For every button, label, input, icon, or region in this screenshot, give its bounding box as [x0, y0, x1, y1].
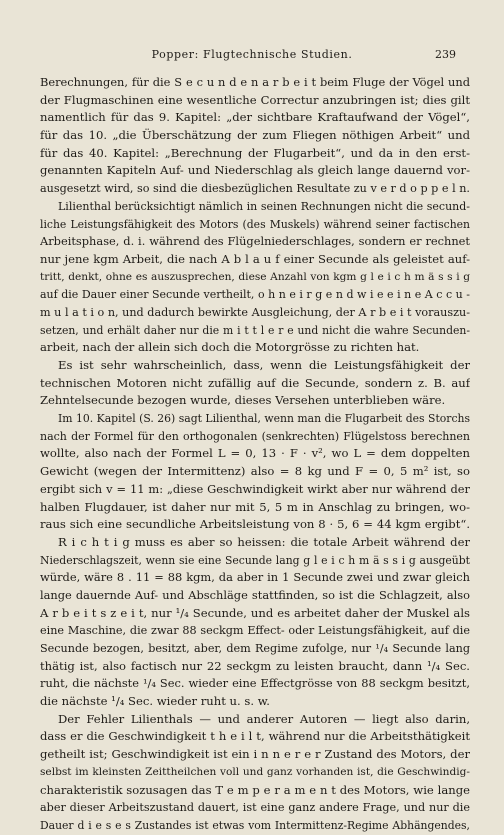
body-text	[40, 74, 470, 835]
text-line: halben Flugdauer, ist daher nur mit 5, 5 m in Anschlag zu bringen, wo-	[40, 499, 470, 514]
text-line: thätig ist, also factisch nur 22 seckgm zu leisten braucht, dann ¹/₄ Sec.	[40, 658, 470, 673]
text-line: Es ist sehr wahrscheinlich, dass, wenn die Leistungsfähigkeit der	[58, 358, 470, 372]
text-line: raus sich eine secundliche Arbeitsleistung von 8 · 5, 6 = 44 kgm ergibt“.	[40, 517, 470, 532]
text-line: Dauer d i e s e s Zustandes ist etwas vom Intermittenz-Regime Abhängendes,	[40, 818, 470, 832]
text-line: getheilt ist; Geschwindigkeit ist ein i n n e r e r Zustand des Motors, der	[40, 747, 470, 762]
text-line: nur jene kgm Arbeit, die nach A b l a u f einer Secunde als geleistet auf-	[40, 251, 470, 266]
text-line: für das 10. „die Überschätzung der zum Fliegen nöthigen Arbeit“ und	[40, 128, 470, 143]
text-line: R i c h t i g muss es aber so heissen: die totale Arbeit während der	[58, 534, 470, 549]
text-line: Niederschlagszeit, wenn sie eine Secunde lang g l e i c h m ä s s i g ausgeübt	[40, 553, 470, 567]
text-line: Arbeitsphase, d. i. während des Flügelniederschlages, sondern er rechnet	[40, 234, 470, 249]
text-line: charakteristik sozusagen das T e m p e r a m e n t des Motors, wie lange	[40, 782, 470, 797]
text-line: der Flugmaschinen eine wesentliche Correctur anzubringen ist; dies gilt	[40, 92, 470, 107]
text-line: technischen Motoren nicht zufällig auf die Secunde, sondern z. B. auf	[40, 375, 470, 390]
text-line: Berechnungen, für die S e c u n d e n a r b e i t beim Fluge der Vögel und	[40, 75, 470, 89]
text-line: Secunde bezogen, besitzt, aber, dem Regime zufolge, nur ¹/₄ Secunde lang	[40, 642, 470, 655]
text-line: namentlich für das 9. Kapitel: „der sichtbare Kraftaufwand der Vögel“,	[40, 110, 470, 125]
text-line: setzen, und erhält daher nur die m i t t l e r e und nicht die wahre Secunden-	[40, 323, 470, 337]
text-line: dass er die Geschwindigkeit t h e i l t, während nur die Arbeitsthätigkeit	[40, 729, 470, 744]
text-line: auf die Dauer einer Secunde vertheilt, o h n e i r g e n d w i e e i n e A c c u -	[40, 288, 470, 302]
text-line: arbeit, nach der allein sich doch die Motorgrösse zu richten hat.	[40, 340, 420, 355]
text-line: ergibt sich v = 11 m: „diese Geschwindigkeit wirkt aber nur während der	[40, 481, 470, 496]
text-line: Lilienthal berücksichtigt nämlich in seinen Rechnungen nicht die secund-	[58, 199, 470, 213]
text-line: Der Fehler Lilienthals — und anderer Autoren — liegt also darin,	[58, 711, 470, 726]
text-line: aber dieser Arbeitszustand dauert, ist eine ganz andere Frage, und nur die	[40, 801, 470, 815]
text-line: für das 40. Kapitel: „Berechnung der Flugarbeit“, und da in den erst-	[40, 145, 470, 160]
page-header	[40, 48, 464, 64]
page-number: 239	[435, 48, 456, 61]
text-line: die nächste ¹/₄ Sec. wieder ruht u. s. w.	[40, 694, 270, 709]
text-line: ausgesetzt wird, so sind die diesbezüglichen Resultate zu v e r d o p p e l n.	[40, 182, 470, 196]
text-line: genannten Kapiteln Auf- und Niederschlag als gleich lange dauernd vor-	[40, 163, 470, 178]
text-line: lange dauernde Auf- und Abschläge stattfinden, so ist die Schlagzeit, also	[40, 587, 470, 602]
text-line: wollte, also nach der Formel L = 0, 13 · F · v², wo L = dem doppelten	[40, 446, 470, 461]
text-line: Zehntelsecunde bezogen wurde, dieses Versehen unterblieben wäre.	[40, 393, 446, 408]
text-line: ruht, die nächste ¹/₄ Sec. wieder eine Effectgrösse von 88 seckgm besitzt,	[40, 676, 470, 691]
text-line: m u l a t i o n, und dadurch bewirkte Ausgleichung, der A r b e i t vorauszu-	[40, 305, 470, 319]
text-line: selbst im kleinsten Zeittheilchen voll und ganz vorhanden ist, die Geschwindig-	[40, 765, 470, 778]
text-line: Im 10. Kapitel (S. 26) sagt Lilienthal, wenn man die Flugarbeit des Storchs	[58, 412, 470, 426]
text-line: nach der Formel für den orthogonalen (senkrechten) Flügelstoss berechnen	[40, 429, 470, 443]
running-head: Popper: Flugtechnische Studien.	[151, 48, 353, 61]
text-line: liche Leistungsfähigkeit des Motors (des Muskels) während seiner factischen	[40, 217, 470, 231]
text-line: Gewicht (wegen der Intermittenz) also = 8 kg und F = 0, 5 m² ist, so	[40, 464, 470, 479]
text-line: würde, wäre 8 . 11 = 88 kgm, da aber in 1 Secunde zwei und zwar gleich	[40, 570, 470, 585]
text-line: tritt, denkt, ohne es auszusprechen, diese Anzahl von kgm g l e i c h m ä s s i g	[40, 270, 470, 283]
text-line: eine Maschine, die zwar 88 seckgm Effect- oder Leistungsfähigkeit, auf die	[40, 624, 470, 638]
text-line: A r b e i t s z e i t, nur ¹/₄ Secunde, und es arbeitet daher der Muskel als	[40, 605, 470, 620]
